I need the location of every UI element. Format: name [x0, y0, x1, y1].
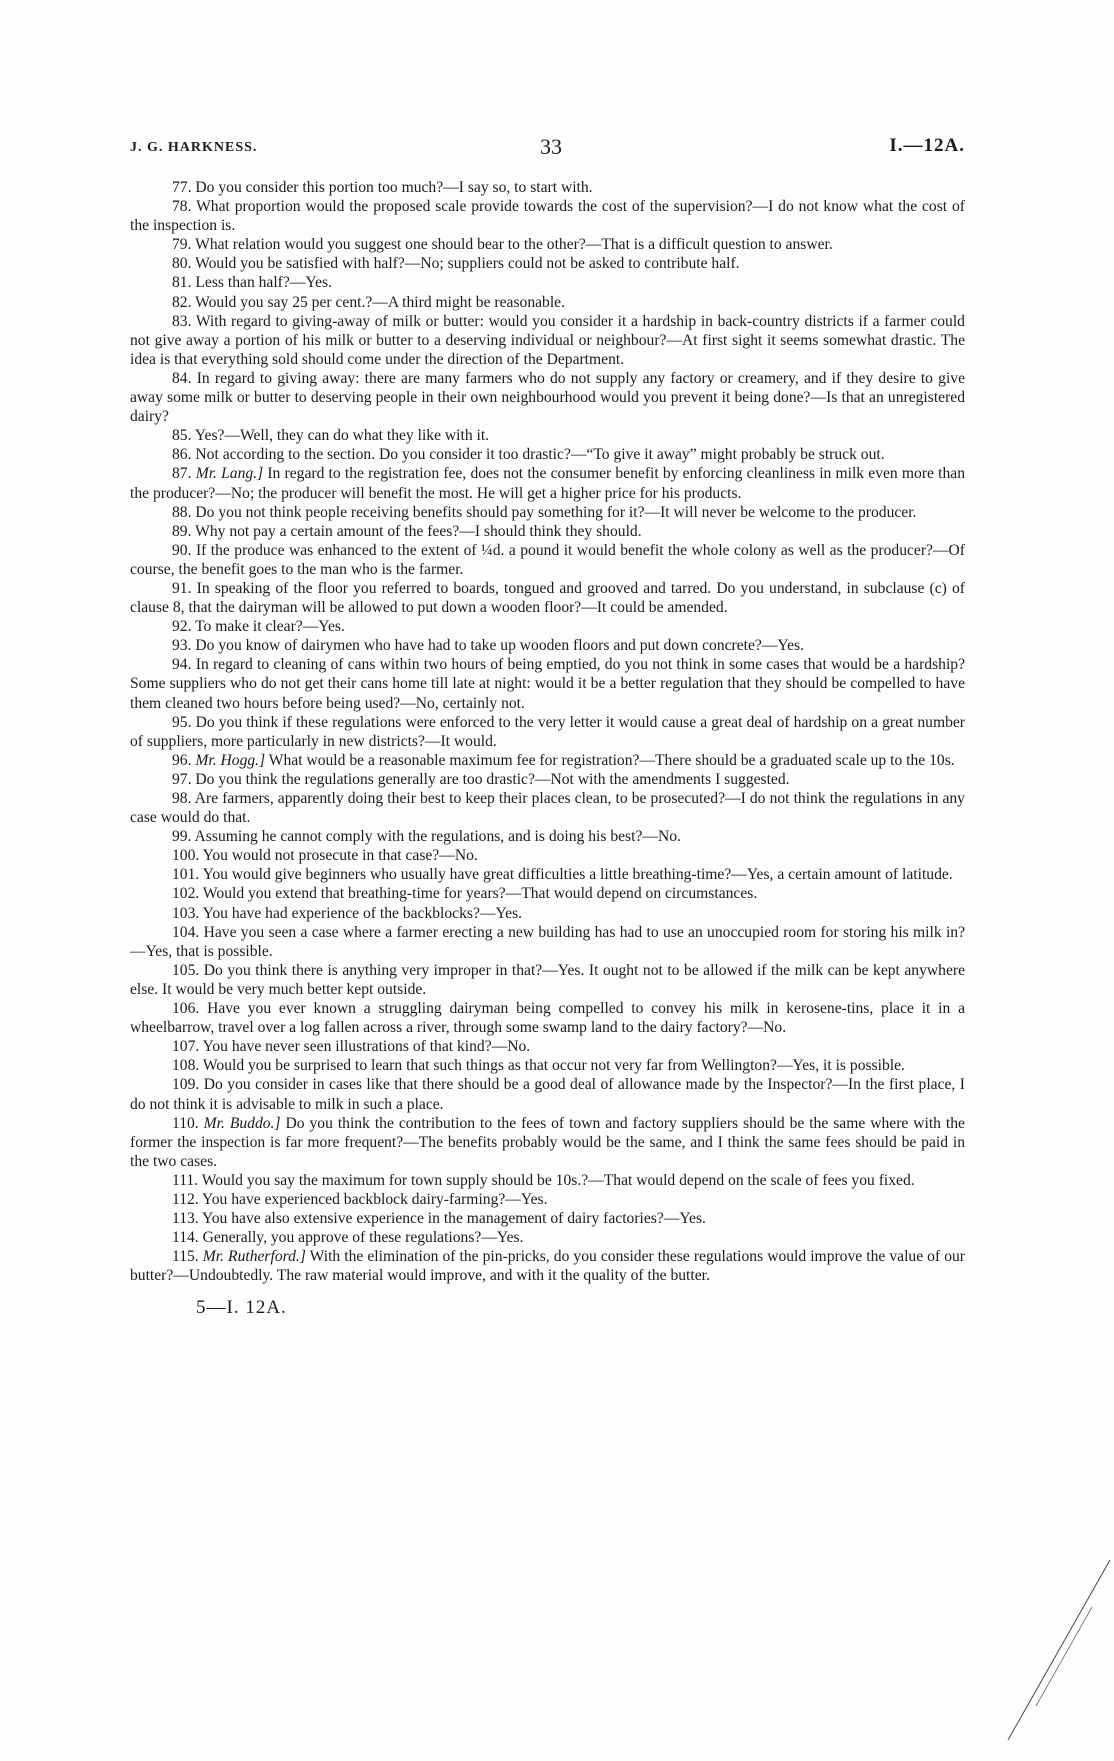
- question-text: Do you know of dairymen who have had to take up wooden floors and put down concrete?—Yes.: [195, 637, 805, 655]
- question-number: 97.: [172, 770, 192, 788]
- question-number: 85.: [172, 427, 192, 445]
- question-text: In speaking of the floor you referred to boards, tongued and grooved and tarred. Do you understand, in subclause (c) of clause 8, that the dairyman will be allowed to put down a wooden floor?—It could be amended.: [130, 579, 965, 617]
- question-text: Are farmers, apparently doing their best to keep their places clean, to be prosecuted?—I do not think the regulations in any case would do that.: [130, 790, 965, 827]
- question-number: 82.: [172, 293, 192, 311]
- question-number: 103.: [172, 904, 200, 922]
- question-number: 83.: [172, 312, 192, 330]
- qa-paragraph: [130, 464, 965, 502]
- qa-paragraph: [130, 445, 965, 464]
- page-header: [130, 134, 965, 162]
- question-text: Do you think there is anything very improper in that?—Yes. It ought not to be allowed if the milk can be kept anywhere else. It would be very much better kept outside.: [130, 961, 965, 998]
- question-text: What proportion would the proposed scale provide towards the cost of the supervision?—I do not know what the cost of the inspection is.: [130, 198, 965, 235]
- qa-paragraph: [130, 178, 965, 197]
- question-number: 107.: [172, 1038, 200, 1056]
- question-number: 79.: [172, 236, 192, 254]
- qa-paragraph: [130, 1075, 965, 1113]
- question-text: Generally, you approve of these regulations?—Yes.: [202, 1229, 524, 1247]
- question-text: Do you consider in cases like that there should be a good deal of allowance made by the Inspector?—In the first place, I do not think it is advisable to milk in such a place.: [130, 1076, 965, 1113]
- question-text: In regard to the registration fee, does not the consumer benefit by enforcing cleanliness in milk even more than the producer?—No; the producer will benefit the most. He will get a higher price for his products.: [130, 465, 966, 502]
- qa-paragraph: [130, 636, 965, 655]
- qa-paragraph: [130, 1037, 965, 1056]
- question-number: 92.: [172, 618, 192, 636]
- question-number: 86.: [172, 446, 192, 464]
- qa-paragraph: [130, 541, 965, 579]
- qa-paragraph: [130, 254, 965, 273]
- question-text: You have had experience of the backblocks?—Yes.: [202, 904, 523, 922]
- question-number: 112.: [172, 1190, 199, 1208]
- question-number: 109.: [172, 1076, 200, 1094]
- question-text: Would you extend that breathing-time for years?—That would depend on circumstances.: [202, 885, 758, 903]
- question-text: Would you say the maximum for town supply should be 10s.?—That would depend on the scale of fees you fixed.: [201, 1171, 915, 1189]
- question-text: What relation would you suggest one should bear to the other?—That is a difficult question to answer.: [195, 236, 833, 254]
- question-text: If the produce was enhanced to the extent of ¼d. a pound it would benefit the whole colony as well as the producer?—Of course, the benefit goes to the man who is the farmer.: [130, 541, 965, 578]
- question-number: 78.: [172, 198, 192, 216]
- pencil-stroke: [1036, 1607, 1092, 1706]
- question-text: With regard to giving-away of milk or butter: would you consider it a hardship in back-country districts if a farmer could not give away a portion of his milk or butter to a deserving individual or neighbour?—At first sight it seems somewhat drastic. The idea is that everything sold should come under the direction of the Department.: [130, 312, 965, 368]
- question-answer-list: [130, 178, 965, 1285]
- speaker-name: Mr. Hogg.]: [195, 751, 266, 769]
- qa-paragraph: [130, 503, 965, 522]
- question-number: 102.: [172, 885, 200, 903]
- question-number: 95.: [172, 713, 192, 731]
- qa-paragraph: [130, 904, 965, 923]
- qa-paragraph: [130, 1209, 965, 1228]
- question-number: 113.: [172, 1210, 199, 1228]
- document-page: [130, 134, 965, 1319]
- question-number: 104.: [172, 923, 200, 941]
- qa-paragraph: [130, 1171, 965, 1190]
- qa-paragraph: [130, 770, 965, 789]
- question-text: With the elimination of the pin-pricks, do you consider these regulations would improve the value of our butter?—Undoubtedly. The raw material would improve, and with it the quality of the butter.: [130, 1248, 966, 1285]
- question-number: 87.: [172, 465, 192, 483]
- question-text: Not according to the section. Do you consider it too drastic?—“To give it away” might probably be struck out.: [195, 446, 885, 464]
- question-number: 81.: [172, 274, 192, 292]
- qa-paragraph: [130, 312, 965, 369]
- question-text: Have you seen a case where a farmer erecting a new building has had to use an unoccupied room for storing his milk in?—Yes, that is possible.: [130, 923, 965, 960]
- speaker-name: Mr. Rutherford.]: [202, 1248, 306, 1266]
- qa-paragraph: [130, 1247, 965, 1285]
- question-text: In regard to giving away: there are many farmers who do not supply any factory or creamery, and if they desire to give away some milk or butter to deserving people in their own neighbourhood would you prevent it being done?—Is that an unregistered dairy?: [130, 369, 966, 426]
- qa-paragraph: [130, 235, 965, 254]
- question-number: 89.: [172, 522, 192, 540]
- question-number: 77.: [172, 179, 192, 196]
- qa-paragraph: [130, 751, 965, 770]
- qa-paragraph: [130, 369, 965, 426]
- question-number: 110.: [172, 1114, 199, 1132]
- question-text: Do you think the contribution to the fees of town and factory suppliers should be the same where with the former the inspection is far more frequent?—The benefits probably would be the same, and I think the same fees should be paid in the two cases.: [130, 1114, 965, 1170]
- qa-paragraph: [130, 426, 965, 445]
- question-number: 90.: [172, 541, 192, 559]
- qa-paragraph: [130, 273, 965, 292]
- qa-paragraph: [130, 197, 965, 235]
- qa-paragraph: [130, 713, 965, 751]
- pencil-stroke: [1008, 1560, 1110, 1740]
- qa-paragraph: [130, 617, 965, 636]
- question-number: 105.: [172, 961, 200, 979]
- speaker-name: Mr. Lang.]: [195, 465, 264, 483]
- question-number: 114.: [172, 1229, 199, 1247]
- question-text: To make it clear?—Yes.: [195, 618, 345, 636]
- paper-reference: I.—12A.: [889, 135, 965, 156]
- question-text: What would be a reasonable maximum fee for registration?—There should be a graduated scale up to the 10s.: [268, 751, 955, 769]
- question-number: 101.: [172, 866, 200, 884]
- question-text: You have experienced backblock dairy-farming?—Yes.: [202, 1190, 548, 1208]
- qa-paragraph: [130, 522, 965, 541]
- qa-paragraph: [130, 865, 965, 884]
- question-text: Assuming he cannot comply with the regulations, and is doing his best?—No.: [194, 828, 681, 846]
- question-text: Do you not think people receiving benefits should pay something for it?—It will never be welcome to the producer.: [195, 503, 917, 521]
- question-text: Have you ever known a struggling dairyman being compelled to convey his milk in kerosene-tins, place it in a wheelbarrow, travel over a log fallen across a river, through some swamp land to the dairy factory?—No.: [130, 1000, 965, 1037]
- qa-paragraph: [130, 293, 965, 312]
- qa-paragraph: [130, 1056, 965, 1075]
- question-text: You would give beginners who usually have great difficulties a little breathing-time?—Yes, a certain amount of latitude.: [202, 866, 953, 884]
- qa-paragraph: [130, 1190, 965, 1209]
- question-number: 84.: [172, 369, 192, 387]
- qa-paragraph: [130, 789, 965, 827]
- question-text: You would not prosecute in that case?—No.: [202, 847, 478, 865]
- qa-paragraph: [130, 1114, 965, 1171]
- question-text: Do you think if these regulations were enforced to the very letter it would cause a great deal of hardship on a great number of suppliers, more particularly in new districts?—It would.: [130, 713, 965, 750]
- witness-name: J. G. HARKNESS.: [130, 140, 258, 155]
- qa-paragraph: [130, 999, 965, 1037]
- qa-paragraph: [130, 827, 965, 846]
- question-text: Why not pay a certain amount of the fees?—I should think they should.: [195, 522, 642, 540]
- question-number: 94.: [172, 656, 192, 674]
- question-number: 99.: [172, 828, 192, 846]
- qa-paragraph: [130, 846, 965, 865]
- speaker-name: Mr. Buddo.]: [203, 1114, 281, 1132]
- question-number: 106.: [172, 1000, 200, 1018]
- question-number: 111.: [172, 1171, 199, 1189]
- qa-paragraph: [130, 923, 965, 961]
- question-text: You have also extensive experience in the management of dairy factories?—Yes.: [202, 1210, 706, 1228]
- question-text: Would you say 25 per cent.?—A third might be reasonable.: [195, 293, 565, 311]
- question-text: Do you consider this portion too much?—I say so, to start with.: [195, 179, 593, 196]
- signature-footer: 5—I. 12A.: [196, 1297, 287, 1319]
- qa-paragraph: [130, 579, 965, 617]
- question-text: Would you be satisfied with half?—No; suppliers could not be asked to contribute half.: [195, 255, 740, 273]
- question-text: You have never seen illustrations of that kind?—No.: [202, 1038, 531, 1056]
- question-number: 100.: [172, 847, 200, 865]
- qa-paragraph: [130, 1228, 965, 1247]
- question-text: Would you be surprised to learn that such things as that occur not very far from Wellington?—Yes, it is possible.: [202, 1057, 905, 1075]
- question-text: Yes?—Well, they can do what they like with it.: [194, 427, 490, 445]
- question-number: 96.: [172, 751, 192, 769]
- question-number: 80.: [172, 255, 192, 273]
- question-number: 93.: [172, 637, 192, 655]
- question-number: 91.: [172, 579, 192, 597]
- question-number: 98.: [172, 790, 192, 807]
- question-number: 115.: [172, 1248, 199, 1266]
- qa-paragraph: [130, 961, 965, 999]
- page-number: 33: [540, 134, 562, 159]
- qa-paragraph: [130, 655, 965, 712]
- question-number: 88.: [172, 503, 192, 521]
- qa-paragraph: [130, 884, 965, 903]
- question-text: In regard to cleaning of cans within two hours of being emptied, do you not think in some cases that would be a hardship? Some suppliers who do not get their cans home till late at night: would it be a better regulation that they should be compelled to have them cleaned two hours before being used?—No, certainly not.: [130, 656, 965, 712]
- question-text: Do you think the regulations generally are too drastic?—Not with the amendments I suggested.: [195, 770, 790, 788]
- question-text: Less than half?—Yes.: [195, 274, 332, 292]
- question-number: 108.: [172, 1057, 200, 1075]
